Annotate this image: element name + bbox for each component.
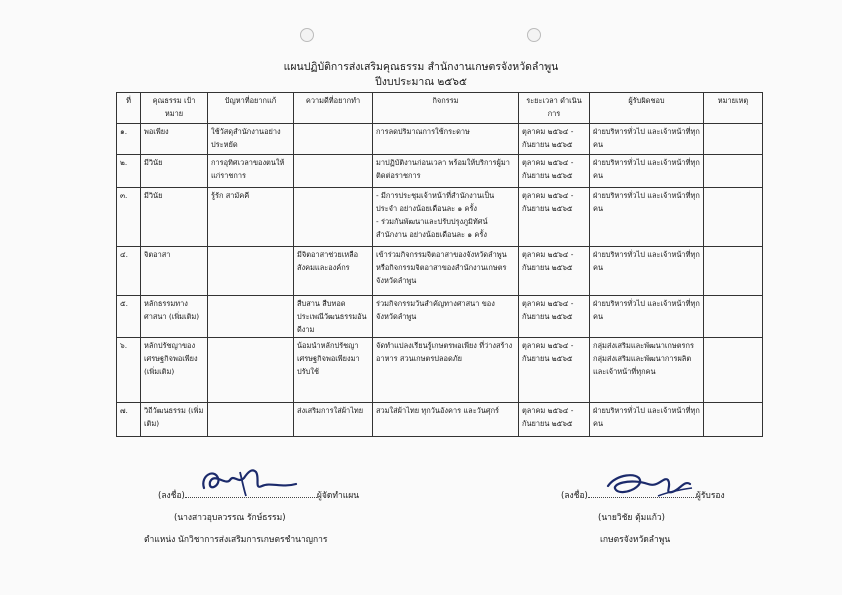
row-note	[704, 403, 763, 437]
sign-prefix-right: (ลงชื่อ)	[561, 491, 588, 501]
fiscal-year: ปีงบประมาณ ๒๕๖๕	[375, 76, 467, 88]
row-responsible: ฝ่ายบริหารทั่วไป และเจ้าหน้าที่ทุกคน	[590, 155, 704, 188]
role-left: ผู้จัดทำแผน	[316, 491, 360, 501]
row-good-deed: น้อมนำหลักปรัชญาเศรษฐกิจพอเพียงมาปรับใช้	[294, 338, 373, 403]
row-no: ๓.	[117, 188, 141, 247]
row-activity: มาปฏิบัติงานก่อนเวลา พร้อมให้บริการผู้มาติดต่อราชการ	[373, 155, 519, 188]
row-period: ตุลาคม ๒๕๖๔ - กันยายน ๒๕๖๕	[519, 188, 590, 247]
row-activity: - มีการประชุมเจ้าหน้าที่สำนักงานเป็นประจำ อย่างน้อยเดือนละ ๑ ครั้ง - ร่วมกันพัฒนาและปรับปรุงภูมิทัศน์สำนักงาน อย่างน้อยเดือนละ ๑ ครั้ง	[373, 188, 519, 247]
header-good-deed: ความดีที่อยากทำ	[294, 93, 373, 124]
row-responsible: ฝ่ายบริหารทั่วไป และเจ้าหน้าที่ทุกคน	[590, 124, 704, 155]
table-row	[117, 155, 763, 188]
row-responsible: ฝ่ายบริหารทั่วไป และเจ้าหน้าที่ทุกคน	[590, 403, 704, 437]
row-responsible: ฝ่ายบริหารทั่วไป และเจ้าหน้าที่ทุกคน	[590, 188, 704, 247]
signer-name-right: (นายวิชัย ตุ้มแก้ว)	[598, 513, 665, 523]
header-note: หมายเหตุ	[704, 93, 763, 124]
row-problem	[208, 296, 294, 338]
row-virtue: มีวินัย	[141, 155, 208, 188]
row-period: ตุลาคม ๒๕๖๔ - กันยายน ๒๕๖๕	[519, 403, 590, 437]
signature-dots-left	[185, 497, 317, 498]
header-responsible: ผู้รับผิดชอบ	[590, 93, 704, 124]
row-virtue: หลักธรรมทางศาสนา (เพิ่มเติม)	[141, 296, 208, 338]
table-row	[117, 296, 763, 338]
row-virtue: มีวินัย	[141, 188, 208, 247]
row-responsible: ฝ่ายบริหารทั่วไป และเจ้าหน้าที่ทุกคน	[590, 247, 704, 296]
row-responsible: ฝ่ายบริหารทั่วไป และเจ้าหน้าที่ทุกคน	[590, 296, 704, 338]
row-problem: รู้รัก สามัคคี	[208, 188, 294, 247]
row-period: ตุลาคม ๒๕๖๔ - กันยายน ๒๕๖๕	[519, 155, 590, 188]
signature-left-line	[158, 488, 359, 502]
document-title: แผนปฏิบัติการส่งเสริมคุณธรรม สำนักงานเกษตรจังหวัดลำพูน	[283, 61, 559, 73]
row-good-deed: ส่งเสริมการใส่ผ้าไทย	[294, 403, 373, 437]
table-header-row	[117, 93, 763, 124]
table-row	[117, 124, 763, 155]
row-no: ๔.	[117, 247, 141, 296]
row-problem: การอุทิศเวลาของตนให้แก่ราชการ	[208, 155, 294, 188]
row-problem	[208, 247, 294, 296]
row-period: ตุลาคม ๒๕๖๔ - กันยายน ๒๕๖๕	[519, 247, 590, 296]
row-good-deed	[294, 188, 373, 247]
row-activity: สวมใส่ผ้าไทย ทุกวันอังคาร และวันศุกร์	[373, 403, 519, 437]
table-row	[117, 403, 763, 437]
plan-table	[116, 92, 763, 437]
table-row	[117, 338, 763, 403]
row-note	[704, 155, 763, 188]
row-activity: การลดปริมาณการใช้กระดาษ	[373, 124, 519, 155]
row-problem	[208, 338, 294, 403]
row-good-deed	[294, 155, 373, 188]
role-right: ผู้รับรอง	[695, 491, 725, 501]
row-no: ๒.	[117, 155, 141, 188]
row-virtue: พอเพียง	[141, 124, 208, 155]
row-activity: ร่วมกิจกรรมวันสำคัญทางศาสนา ของจังหวัดลำพูน	[373, 296, 519, 338]
row-no: ๕.	[117, 296, 141, 338]
sign-prefix-left: (ลงชื่อ)	[158, 491, 185, 501]
row-virtue: จิตอาสา	[141, 247, 208, 296]
row-period: ตุลาคม ๒๕๖๔ - กันยายน ๒๕๖๕	[519, 124, 590, 155]
row-note	[704, 247, 763, 296]
row-problem	[208, 403, 294, 437]
table-row	[117, 188, 763, 247]
row-good-deed	[294, 124, 373, 155]
row-good-deed: มีจิตอาสาช่วยเหลือสังคมและองค์กร	[294, 247, 373, 296]
punch-hole-right	[527, 28, 541, 42]
row-activity: เข้าร่วมกิจกรรมจิตอาสาของจังหวัดลำพูน หรือกิจกรรมจิตอาสาของสำนักงานเกษตรจังหวัดลำพูน	[373, 247, 519, 296]
row-responsible: กลุ่มส่งเสริมและพัฒนาเกษตรกร กลุ่มส่งเสริมและพัฒนาการผลิต และเจ้าหน้าที่ทุกคน	[590, 338, 704, 403]
row-period: ตุลาคม ๒๕๖๔ - กันยายน ๒๕๖๕	[519, 296, 590, 338]
row-note	[704, 338, 763, 403]
header-virtue: คุณธรรม เป้าหมาย	[141, 93, 208, 124]
row-virtue: วิถีวัฒนธรรม (เพิ่มเติม)	[141, 403, 208, 437]
row-activity: จัดทำแปลงเรียนรู้เกษตรพอเพียง ที่ว่างสร้างอาหาร สวนเกษตรปลอดภัย	[373, 338, 519, 403]
table-row	[117, 247, 763, 296]
row-no: ๑.	[117, 124, 141, 155]
signer-position-left: ตำแหน่ง นักวิชาการส่งเสริมการเกษตรชำนาญการ	[144, 535, 328, 545]
row-note	[704, 124, 763, 155]
row-problem: ใช้วัสดุสำนักงานอย่างประหยัด	[208, 124, 294, 155]
header-activity: กิจกรรม	[373, 93, 519, 124]
header-problem: ปัญหาที่อยากแก้	[208, 93, 294, 124]
header-period: ระยะเวลา ดำเนินการ	[519, 93, 590, 124]
row-period: ตุลาคม ๒๕๖๔ - กันยายน ๒๕๖๕	[519, 338, 590, 403]
signer-position-right: เกษตรจังหวัดลำพูน	[600, 535, 671, 545]
row-no: ๗.	[117, 403, 141, 437]
signature-dots-right	[588, 497, 696, 498]
row-note	[704, 188, 763, 247]
signature-right-line	[561, 488, 725, 502]
row-no: ๖.	[117, 338, 141, 403]
header-no: ที่	[117, 93, 141, 124]
row-note	[704, 296, 763, 338]
punch-hole-left	[300, 28, 314, 42]
signer-name-left: (นางสาวอุบลวรรณ รักษ์ธรรม)	[174, 513, 286, 523]
row-good-deed: สืบสาน สืบทอดประเพณีวัฒนธรรมอันดีงาม	[294, 296, 373, 338]
row-virtue: หลักปรัชญาของเศรษฐกิจพอเพียง (เพิ่มเติม)	[141, 338, 208, 403]
